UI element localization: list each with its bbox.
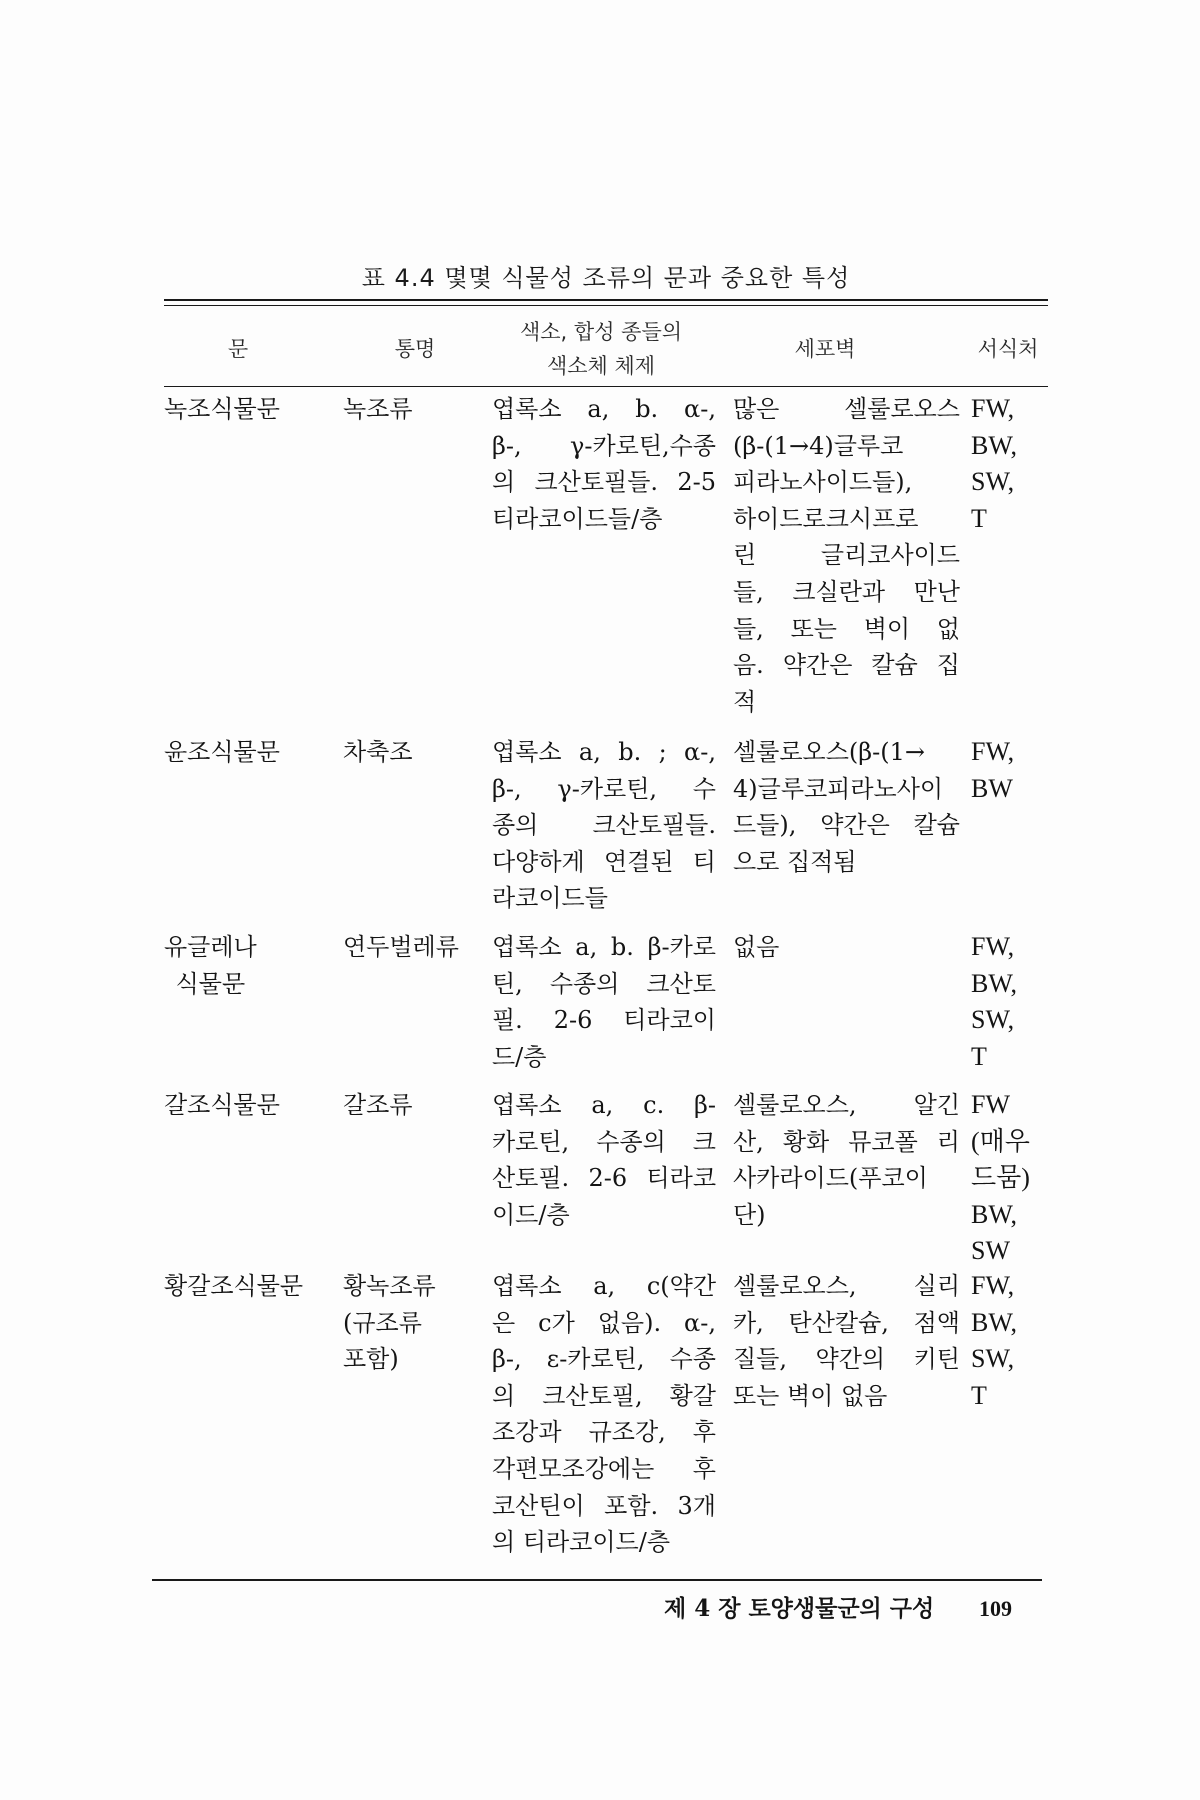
cell-line: 다양하게 연결된 티 bbox=[492, 847, 716, 876]
cell-line: 많은 셀룰로오스 bbox=[733, 395, 960, 423]
phylum-cell bbox=[164, 1087, 280, 1124]
cell-line: 유글레나 bbox=[164, 933, 257, 961]
phylum-cell bbox=[164, 1268, 303, 1305]
cell-line: (매우 bbox=[971, 1126, 1030, 1156]
cell-line: 종의 크산토필들. bbox=[492, 811, 716, 840]
habitat-cell bbox=[971, 929, 1017, 1075]
cell-line: BW, bbox=[971, 968, 1017, 998]
phylum-cell bbox=[164, 929, 257, 1002]
cell-line: 코산틴이 포함. 3개 bbox=[492, 1491, 716, 1520]
cell-line: 의 크산토필, 황갈 bbox=[492, 1381, 716, 1410]
header-line: 색소, 합성 종들의 bbox=[519, 320, 683, 344]
table-row bbox=[0, 929, 1200, 1071]
cell-line: 피라노사이드들), bbox=[733, 468, 913, 497]
chapter-title: 제 4 장 토양생물군의 구성 bbox=[664, 1595, 935, 1622]
cell-line: 엽록소 a, b. ; α-, bbox=[492, 738, 716, 766]
common-name-cell bbox=[343, 1087, 413, 1124]
cell-line: SW, bbox=[971, 1344, 1015, 1374]
cell-line: 틴, 수종의 크산토 bbox=[492, 969, 716, 998]
cell-line: 의 티라코이드/층 bbox=[492, 1528, 671, 1557]
table-row bbox=[0, 734, 1200, 913]
cell-line: 윤조식물문 bbox=[164, 738, 280, 766]
cell-line: FW, bbox=[971, 932, 1015, 961]
cell-line: 으로 집적됨 bbox=[733, 847, 857, 876]
cell-wall-cell bbox=[733, 1268, 960, 1414]
cell-line: 엽록소 a, c(약간 bbox=[492, 1272, 716, 1300]
cell-line: 라코이드들 bbox=[492, 884, 608, 913]
cell-line: 엽록소 a, b. α-, bbox=[492, 395, 716, 423]
cell-line: 음. 약간은 칼슘 집 bbox=[733, 651, 960, 680]
cell-line: 카, 탄산칼슘, 점액 bbox=[733, 1308, 960, 1337]
cell-line: 조강과 규조강, 후 bbox=[492, 1418, 716, 1447]
cell-line: β-, γ-카로틴, 수 bbox=[492, 774, 716, 803]
cell-line: 린 글리코사이드 bbox=[733, 541, 960, 570]
cell-line: 연두벌레류 bbox=[343, 933, 459, 961]
cell-line: 티라코이드들/층 bbox=[492, 504, 663, 533]
cell-line: T bbox=[971, 1380, 987, 1410]
cell-line: T bbox=[971, 503, 987, 533]
cell-line: 하이드로크시프로 bbox=[733, 504, 919, 533]
table-bottom-rule bbox=[152, 1579, 1042, 1581]
header-phylum: 문 bbox=[227, 337, 249, 361]
table-row bbox=[0, 391, 1200, 716]
table-title: 표 4.4 몇몇 식물성 조류의 문과 중요한 특성 bbox=[361, 264, 851, 292]
cell-line: 황녹조류 bbox=[343, 1272, 436, 1300]
pigments-cell bbox=[492, 734, 716, 917]
cell-line: 카로틴, 수종의 크 bbox=[492, 1127, 716, 1156]
cell-line: 필. 2-6 티라코이 bbox=[492, 1006, 716, 1035]
cell-line: 셀룰로오스(β-(1→ bbox=[733, 738, 926, 766]
cell-line: 들, 또는 벽이 없 bbox=[733, 614, 960, 643]
common-name-cell bbox=[343, 929, 459, 966]
pigments-cell bbox=[492, 391, 716, 537]
cell-line: 드/층 bbox=[492, 1042, 547, 1071]
cell-line: 사카라이드(푸코이 bbox=[733, 1164, 928, 1193]
cell-wall-cell bbox=[733, 391, 960, 720]
table-top-rule bbox=[164, 299, 1048, 306]
cell-line: BW, bbox=[971, 1307, 1017, 1337]
cell-line: 산, 황화 뮤코폴 리 bbox=[733, 1127, 960, 1156]
common-name-cell bbox=[343, 391, 413, 428]
cell-line: 은 c가 없음). α-, bbox=[492, 1308, 716, 1337]
habitat-cell bbox=[971, 391, 1017, 537]
phylum-cell bbox=[164, 734, 280, 771]
cell-line: 녹조식물문 bbox=[164, 395, 280, 423]
cell-line: BW, bbox=[971, 430, 1017, 460]
header-cell-wall: 세포벽 bbox=[794, 337, 856, 361]
cell-wall-cell bbox=[733, 929, 960, 966]
cell-line: 차축조 bbox=[343, 738, 413, 766]
table-row bbox=[0, 1087, 1200, 1266]
habitat-cell bbox=[971, 1268, 1017, 1414]
header-line: 색소체 체제 bbox=[546, 354, 656, 378]
habitat-cell bbox=[971, 734, 1014, 807]
cell-line: 들, 크실란과 만난 bbox=[733, 577, 960, 606]
cell-line: (규조류 bbox=[343, 1308, 422, 1337]
cell-line: SW, bbox=[971, 1005, 1015, 1035]
cell-line: FW, bbox=[971, 737, 1015, 766]
cell-line: 적 bbox=[733, 687, 757, 716]
header-pigments bbox=[481, 315, 721, 383]
header-bottom-rule bbox=[164, 386, 1048, 387]
cell-line: 4)글루코피라노사이 bbox=[733, 774, 944, 803]
cell-line: 각편모조강에는 후 bbox=[492, 1454, 716, 1483]
header-common-name: 통명 bbox=[394, 337, 436, 361]
pigments-cell bbox=[492, 1268, 716, 1561]
cell-line: SW, bbox=[971, 467, 1015, 497]
cell-line: 없음 bbox=[733, 933, 780, 961]
cell-line: FW, bbox=[971, 1271, 1015, 1300]
pigments-cell bbox=[492, 1087, 716, 1233]
cell-line: (β-(1→4)글루코 bbox=[733, 431, 904, 460]
cell-line: 갈조식물문 bbox=[164, 1091, 280, 1119]
cell-line: 황갈조식물문 bbox=[164, 1272, 304, 1300]
cell-line: 단) bbox=[733, 1200, 766, 1229]
page-number: 109 bbox=[979, 1596, 1012, 1621]
cell-line: 질들, 약간의 키틴 bbox=[733, 1345, 960, 1374]
common-name-cell bbox=[343, 1268, 436, 1378]
cell-line: SW bbox=[971, 1236, 1010, 1266]
habitat-cell bbox=[971, 1087, 1030, 1270]
cell-line: 산토필. 2-6 티라코 bbox=[492, 1164, 716, 1193]
cell-line: 녹조류 bbox=[343, 395, 413, 423]
cell-line: β-, ε-카로틴, 수종 bbox=[492, 1345, 716, 1374]
cell-line: 드들), 약간은 칼슘 bbox=[733, 811, 960, 840]
table-row bbox=[0, 1268, 1200, 1557]
cell-line: β-, γ-카로틴,수종 bbox=[492, 431, 716, 460]
cell-line: 엽록소 a, b. β-카로 bbox=[492, 933, 716, 961]
cell-wall-cell bbox=[733, 1087, 960, 1233]
cell-line: FW, bbox=[971, 394, 1015, 423]
cell-line: FW bbox=[971, 1090, 1010, 1119]
cell-line: 포함) bbox=[343, 1345, 399, 1374]
pigments-cell bbox=[492, 929, 716, 1075]
header-habitat: 서식처 bbox=[977, 337, 1039, 361]
cell-line: 이드/층 bbox=[492, 1200, 570, 1229]
cell-line: T bbox=[971, 1041, 987, 1071]
cell-line: 의 크산토필들. 2-5 bbox=[492, 468, 716, 497]
common-name-cell bbox=[343, 734, 413, 771]
cell-line: 셀룰로오스, 실리 bbox=[733, 1272, 960, 1300]
cell-line: 갈조류 bbox=[343, 1091, 413, 1119]
cell-line: 엽록소 a, c. β- bbox=[492, 1091, 716, 1119]
phylum-cell bbox=[164, 391, 280, 428]
cell-line: 또는 벽이 없음 bbox=[733, 1381, 888, 1410]
cell-line: BW, bbox=[971, 1199, 1017, 1229]
cell-line: 식물문 bbox=[175, 969, 246, 998]
cell-line: 셀룰로오스, 알긴 bbox=[733, 1091, 960, 1119]
cell-wall-cell bbox=[733, 734, 960, 880]
cell-line: 드뭄) bbox=[971, 1163, 1030, 1193]
cell-line: BW bbox=[971, 773, 1013, 803]
